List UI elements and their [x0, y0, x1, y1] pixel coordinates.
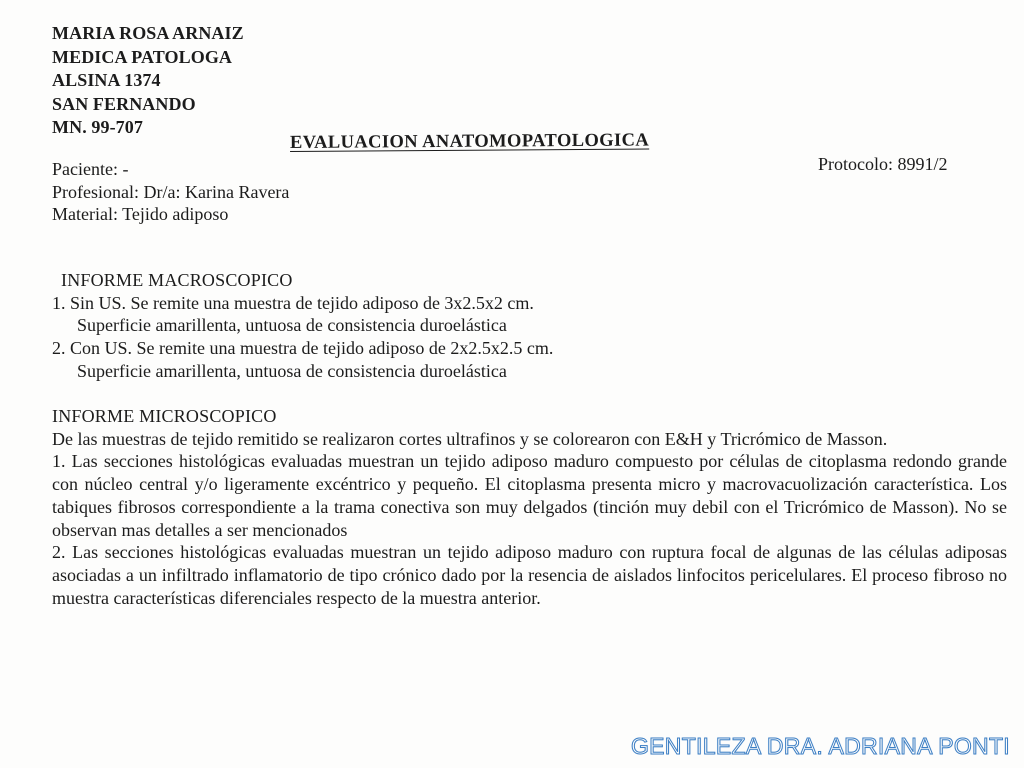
macro-item-2-line-2: Superficie amarillenta, untuosa de consistencia duroelástica: [77, 360, 507, 381]
address-city: SAN FERNANDO: [52, 93, 196, 114]
macro-item-1-line-1: 1. Sin US. Se remite una muestra de tejido adiposo de 3x2.5x2 cm.: [52, 292, 534, 313]
protocol-number: Protocolo: 8991/2: [818, 154, 948, 174]
macro-item-2-line-1: 2. Con US. Se remite una muestra de tejido adiposo de 2x2.5x2.5 cm.: [52, 338, 554, 359]
address-street: ALSINA 1374: [52, 70, 161, 90]
microscopic-report: [52, 405, 1007, 609]
microscopic-heading: INFORME MICROSCOPICO: [52, 406, 277, 426]
patient-line: Paciente: -: [52, 159, 129, 179]
letterhead: [52, 22, 244, 140]
microscopic-item-1: 1. Las secciones histológicas evaluadas muestran un tejido adiposo maduro compuesto por células de citoplasma redondo grande con núcleo central y/o ligeramente excéntrico y pequeño. El citoplasma presenta micro y macrovacuolización característica. Los tabiques fibrosos correspondiente a la trama conectiva son muy delgados (tinción muy debil con el Tricrómico de Masson). No se observan mas detalles a ser mencionados: [52, 451, 1007, 540]
report-title: EVALUACION ANATOMOPATOLOGICA: [289, 130, 650, 153]
doctor-specialty: MEDICA PATOLOGA: [52, 46, 233, 67]
license-number: MN. 99-707: [52, 117, 143, 137]
professional-line: Profesional: Dr/a: Karina Ravera: [52, 181, 290, 202]
macroscopic-heading: INFORME MACROSCOPICO: [61, 270, 293, 290]
patient-info: [52, 158, 289, 226]
macro-item-1-line-2: Superficie amarillenta, untuosa de consistencia duroelástica: [77, 315, 507, 336]
macroscopic-report: [52, 269, 1012, 383]
microscopic-item-2: 2. Las secciones histológicas evaluadas muestran un tejido adiposo maduro con ruptura focal de algunas de las células adiposas asociadas a un infiltrado inflamatorio de tipo crónico dado por la resencia de aislados linfocitos pericelulares. El proceso fibroso no muestra características diferenciales respecto de la muestra anterior.: [52, 542, 1007, 608]
microscopic-intro: De las muestras de tejido remitido se realizaron cortes ultrafinos y se colorearon con E&H y Tricrómico de Masson.: [52, 428, 888, 449]
material-line: Material: Tejido adiposo: [52, 204, 229, 224]
doctor-name: MARIA ROSA ARNAIZ: [52, 23, 244, 43]
credit-watermark: GENTILEZA DRA. ADRIANA PONTI: [630, 733, 1010, 759]
